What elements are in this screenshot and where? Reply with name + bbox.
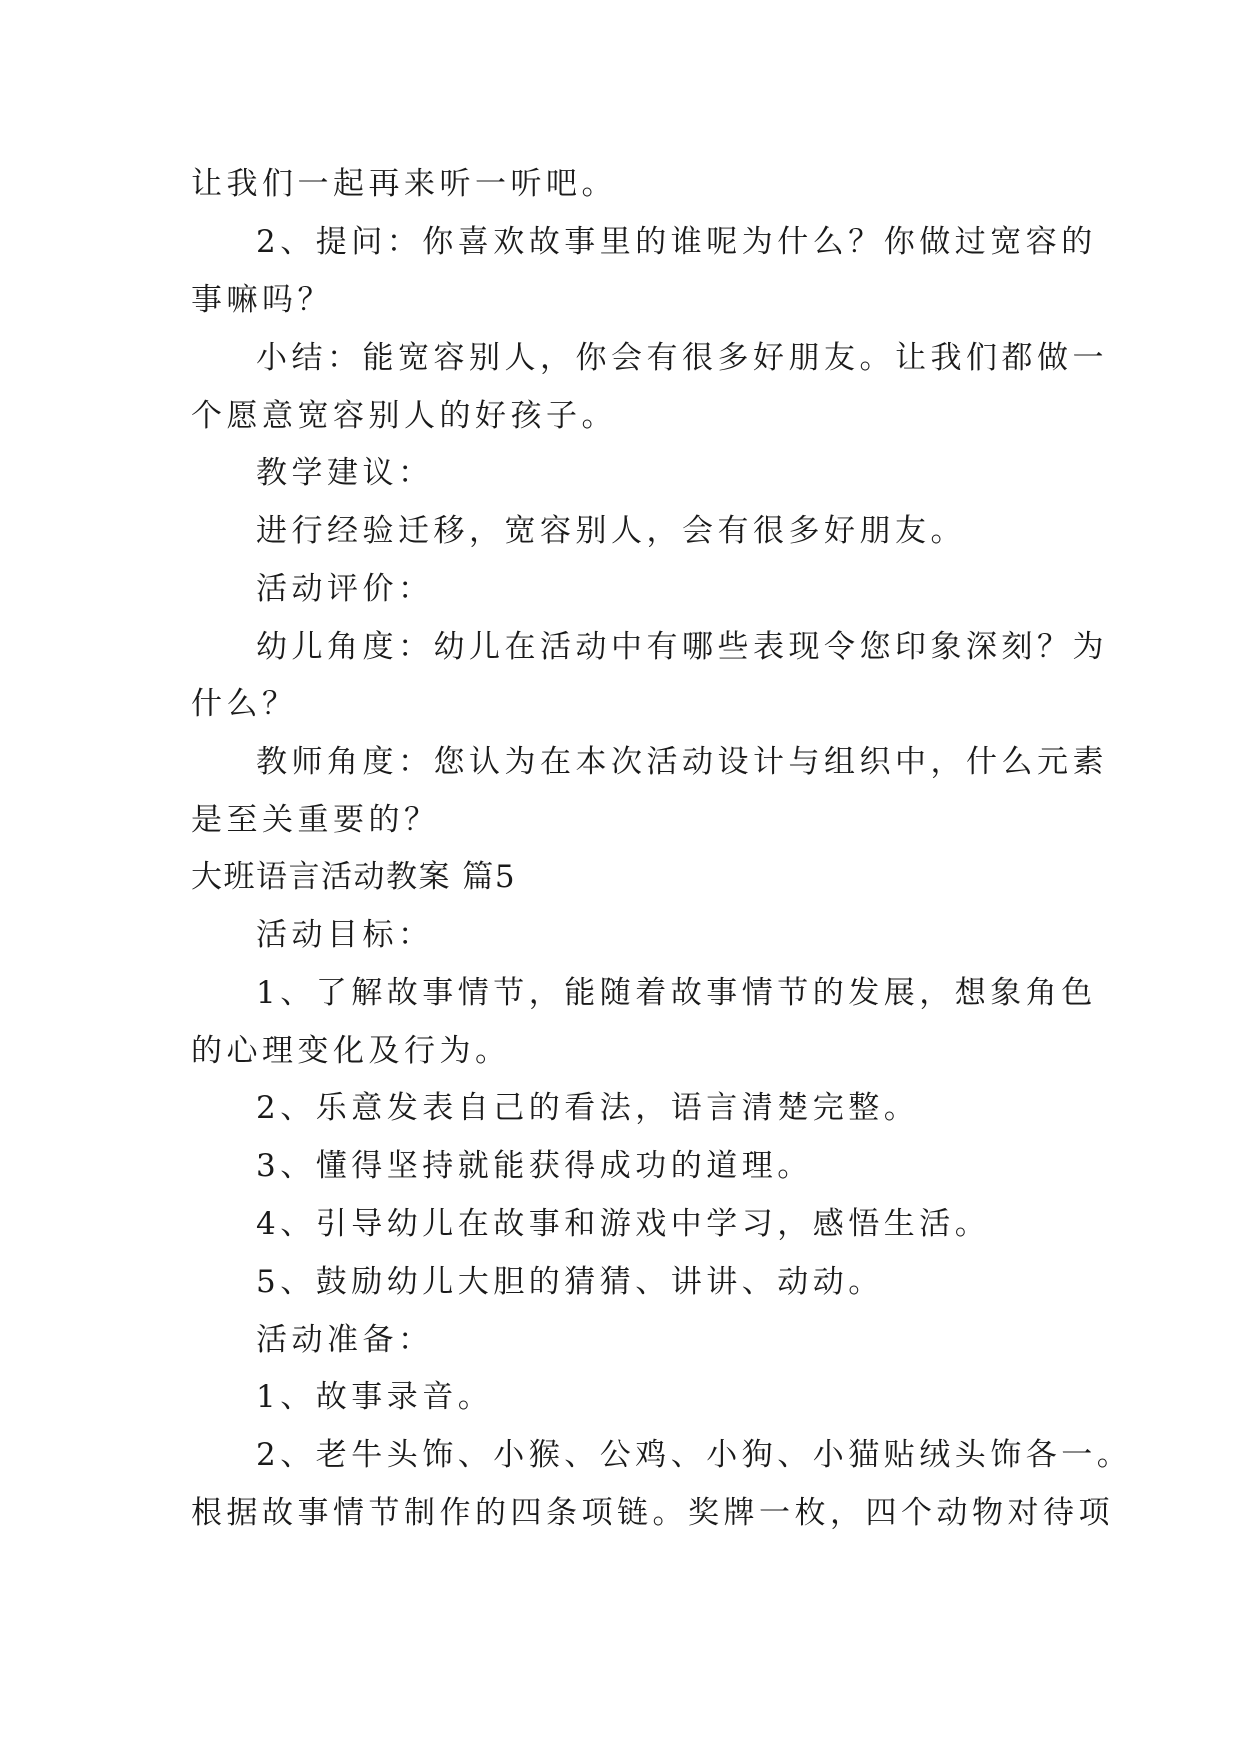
text-line-continuation: 根据故事情节制作的四条项链。奖牌一枚，四个动物对待项: [191, 1495, 1114, 1531]
section-label-activity-preparation: 活动准备：: [256, 1322, 434, 1358]
section-label-teaching-suggestion: 教学建议：: [256, 455, 434, 491]
list-item-goal-4: 4、引导幼儿在故事和游戏中学习，感悟生活。: [256, 1206, 991, 1242]
text-line-continuation: 事嘛吗？: [191, 282, 333, 318]
text-line-continuation: 个愿意宽容别人的好孩子。: [191, 398, 617, 434]
text-line-continuation: 的心理变化及行为。: [191, 1033, 511, 1069]
section-label-activity-evaluation: 活动评价：: [256, 571, 434, 607]
paragraph-question: 2、提问：你喜欢故事里的谁呢为什么？你做过宽容的: [256, 224, 1097, 260]
text-line-continuation: 是至关重要的？: [191, 802, 440, 838]
list-item-goal-1: 1、了解故事情节，能随着故事情节的发展，想象角色: [256, 975, 1097, 1011]
paragraph-child-perspective: 幼儿角度：幼儿在活动中有哪些表现令您印象深刻？为: [256, 629, 1108, 665]
list-item-preparation-2: 2、老牛头饰、小猴、公鸡、小狗、小猫贴绒头饰各一。: [256, 1437, 1133, 1473]
paragraph-text: 进行经验迁移，宽容别人，会有很多好朋友。: [256, 513, 966, 549]
section-heading: 大班语言活动教案 篇5: [191, 859, 517, 895]
list-item-goal-2: 2、乐意发表自己的看法，语言清楚完整。: [256, 1090, 920, 1126]
paragraph-summary: 小结：能宽容别人，你会有很多好朋友。让我们都做一: [256, 340, 1108, 376]
text-line-continuation: 让我们一起再来听一听吧。: [191, 166, 617, 202]
section-label-activity-goals: 活动目标：: [256, 917, 434, 953]
text-line-continuation: 什么？: [191, 686, 298, 722]
list-item-preparation-1: 1、故事录音。: [256, 1379, 494, 1415]
list-item-goal-5: 5、鼓励幼儿大胆的猜猜、讲讲、动动。: [256, 1264, 884, 1300]
paragraph-teacher-perspective: 教师角度：您认为在本次活动设计与组织中，什么元素: [256, 744, 1108, 780]
list-item-goal-3: 3、懂得坚持就能获得成功的道理。: [256, 1148, 813, 1184]
